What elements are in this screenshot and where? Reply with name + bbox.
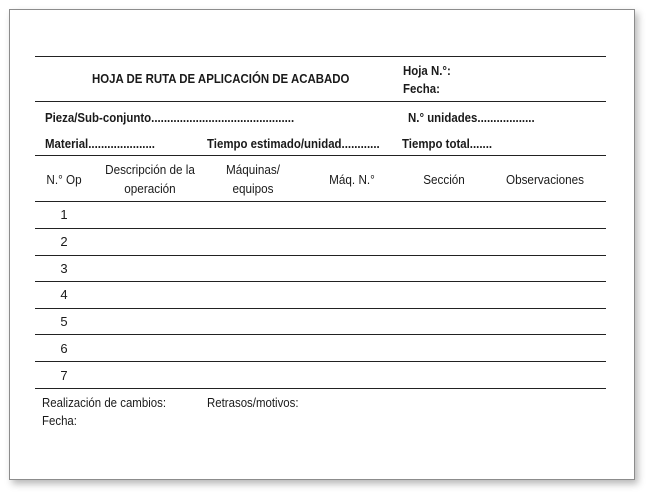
table-top-rule — [35, 155, 606, 156]
changes-label: Realización de cambios: — [42, 395, 166, 410]
row-number: 4 — [60, 287, 68, 302]
row-rule-4 — [35, 308, 606, 309]
header-machines-line1: Máquinas/ — [226, 162, 280, 177]
footer-date-label: Fecha: — [42, 413, 77, 428]
row-rule-6 — [35, 361, 606, 362]
total-time-field: Tiempo total....... — [402, 136, 493, 151]
units-field: N.° unidades.................. — [408, 110, 535, 125]
top-rule — [35, 56, 606, 57]
row-rule-2 — [35, 255, 606, 256]
material-field: Material..................... — [45, 136, 155, 151]
row-number: 2 — [60, 234, 68, 249]
row-number: 5 — [60, 314, 68, 329]
sheet-number-label: Hoja N.°: — [403, 63, 451, 78]
piece-field: Pieza/Sub-conjunto............................................. — [45, 110, 295, 125]
header-machine-no: Máq. N.° — [329, 172, 375, 187]
row-rule-5 — [35, 334, 606, 335]
table-bottom-rule — [35, 388, 606, 389]
delays-label: Retrasos/motivos: — [207, 395, 299, 410]
row-rule-3 — [35, 281, 606, 282]
estimated-time-field: Tiempo estimado/unidad............ — [207, 136, 380, 151]
row-rule-1 — [35, 228, 606, 229]
header-date-label: Fecha: — [403, 81, 440, 96]
row-number: 1 — [60, 207, 68, 222]
header-section: Sección — [423, 172, 465, 187]
table-header-rule — [35, 201, 606, 202]
row-number: 7 — [60, 368, 68, 383]
header-description-line1: Descripción de la — [105, 162, 195, 177]
row-number: 3 — [60, 261, 68, 276]
header-description-line2: operación — [124, 181, 176, 196]
header-rule — [35, 101, 606, 102]
form-title: HOJA DE RUTA DE APLICACIÓN DE ACABADO — [92, 71, 350, 86]
row-number: 6 — [60, 341, 68, 356]
header-op-no: N.° Op — [46, 172, 82, 187]
header-observations: Observaciones — [505, 172, 585, 187]
header-machines-line2: equipos — [232, 181, 274, 196]
